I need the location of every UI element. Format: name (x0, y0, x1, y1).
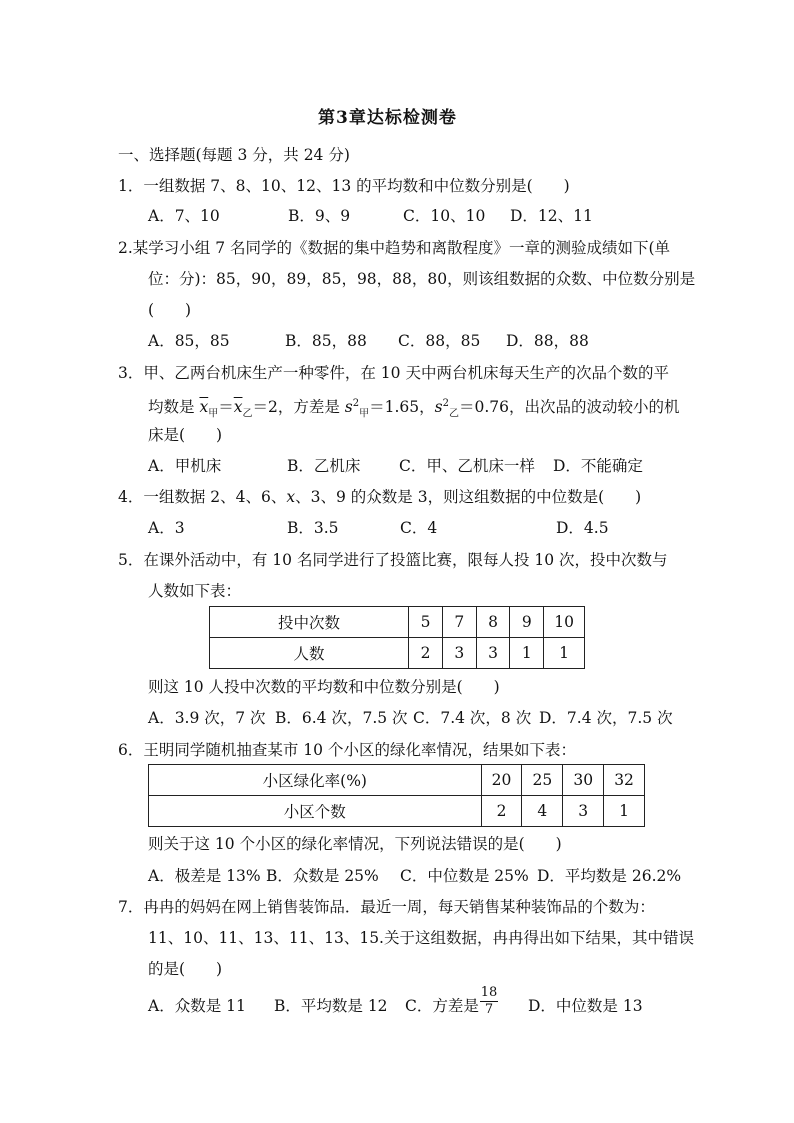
table-cell: 8 (476, 607, 510, 638)
table-cell: 1 (510, 638, 544, 669)
table-cell: 3 (442, 638, 476, 669)
q7-option-d: D．中位数是 13 (528, 997, 643, 1015)
q4-option-c: C．4 (400, 519, 438, 537)
table-row (210, 607, 585, 638)
table-cell: 2 (481, 796, 522, 827)
table-cell: 1 (544, 638, 585, 669)
table-row (149, 765, 645, 796)
q2-option-c: C．88，85 (398, 332, 481, 350)
q3-option-d: D．不能确定 (553, 457, 643, 475)
q3-option-c: C．甲、乙机床一样 (399, 457, 535, 475)
table-cell: 3 (476, 638, 510, 669)
q5-table (209, 606, 585, 669)
q7-option-c: C．方差是 (405, 997, 479, 1015)
q4-option-a: A．3 (148, 519, 185, 537)
q2-option-a: A．85，85 (148, 332, 230, 350)
fraction-numerator: 18 (480, 985, 498, 1000)
q6-stem-line2: 则关于这 10 个小区的绿化率情况，下列说法错误的是( ) (148, 835, 562, 853)
table-cell: 10 (544, 607, 585, 638)
table-cell: 人数 (210, 638, 409, 669)
table-row (210, 638, 585, 669)
q6-option-b: B．众数是 25% (266, 867, 379, 885)
q2-stem-line2: 位：分)：85，90，89，85，98，88，80，则该组数据的众数、中位数分别是 (148, 270, 696, 288)
table-cell: 5 (409, 607, 443, 638)
q1-option-b: B．9、9 (288, 207, 351, 225)
q5-stem-line2: 人数如下表： (148, 582, 242, 600)
q4-stem: 4．一组数据 2、4、6、x、3、9 的众数是 3，则这组数据的中位数是( ) (118, 488, 642, 506)
q7-option-a: A．众数是 11 (148, 997, 246, 1015)
q5-option-d: D．7.4 次，7.5 次 (539, 709, 673, 727)
q1-stem: 1．一组数据 7、8、10、12、13 的平均数和中位数分别是( ) (118, 177, 570, 195)
q2-option-b: B．85，88 (285, 332, 367, 350)
q7-stem-line2: 11、10、11、13、11、13、15.关于这组数据，冉冉得出如下结果，其中错误 (148, 929, 694, 947)
q5-option-a: A．3.9 次，7 次 (148, 709, 266, 727)
q5-stem-line3: 则这 10 人投中次数的平均数和中位数分别是( ) (148, 678, 500, 696)
q3-option-a: A．甲机床 (148, 457, 222, 475)
q3-stem-line2: 均数是 $\overline{x}_甲=\overline{x}_乙=2$，方差是 $s^2_甲=1.65$，$s^2_乙=0.76$，出次品的波动较小的机 (148, 398, 680, 420)
q1-option-c: C．10、10 (403, 207, 486, 225)
q1-option-d: D．12、11 (510, 207, 593, 225)
q3-option-b: B．乙机床 (287, 457, 361, 475)
q2-stem-line1: 2.某学习小组 7 名同学的《数据的集中趋势和离散程度》一章的测验成绩如下(单 (118, 239, 671, 257)
q5-stem-line1: 5．在课外活动中，有 10 名同学进行了投篮比赛，限每人投 10 次，投中次数与 (118, 551, 668, 569)
q3-stem-line1: 3．甲、乙两台机床生产一种零件，在 10 天中两台机床每天生产的次品个数的平 (118, 364, 669, 382)
table-cell: 30 (563, 765, 604, 796)
q4-option-b: B．3.5 (287, 519, 339, 537)
q6-stem-line1: 6．王明同学随机抽查某市 10 个小区的绿化率情况，结果如下表： (118, 741, 576, 759)
q4-option-d: D．4.5 (556, 519, 609, 537)
table-cell: 4 (522, 796, 563, 827)
table-cell: 20 (481, 765, 522, 796)
table-cell: 1 (604, 796, 645, 827)
table-cell: 7 (442, 607, 476, 638)
q6-table (148, 764, 645, 827)
fraction-denominator: 7 (484, 1002, 494, 1017)
q6-option-d: D．平均数是 26.2% (537, 867, 682, 885)
table-cell: 25 (522, 765, 563, 796)
table-row (149, 796, 645, 827)
q7-stem-line3: 的是( ) (148, 960, 223, 978)
q6-option-c: C．中位数是 25% (400, 867, 529, 885)
q7-stem-line1: 7．冉冉的妈妈在网上销售装饰品．最近一周，每天销售某种装饰品的个数为： (118, 898, 655, 916)
q1-option-a: A．7、10 (148, 207, 220, 225)
q5-option-c: C．7.4 次，8 次 (413, 709, 532, 727)
q7-fraction (480, 986, 498, 1017)
section-heading: 一、选择题(每题 3 分，共 24 分) (118, 146, 350, 164)
q2-stem-line3: ( ) (148, 301, 192, 319)
q2-option-d: D．88，88 (506, 332, 589, 350)
table-cell: 小区个数 (149, 796, 482, 827)
table-cell: 32 (604, 765, 645, 796)
q6-option-a: A．极差是 13% (148, 867, 261, 885)
table-cell: 投中次数 (210, 607, 409, 638)
q3-stem-line3: 床是( ) (148, 426, 223, 444)
table-cell: 2 (409, 638, 443, 669)
table-cell: 9 (510, 607, 544, 638)
page-title: 第3章达标检测卷 (318, 108, 457, 128)
table-cell: 小区绿化率(%) (149, 765, 482, 796)
q7-option-b: B．平均数是 12 (274, 997, 388, 1015)
q5-option-b: B．6.4 次，7.5 次 (275, 709, 408, 727)
table-cell: 3 (563, 796, 604, 827)
